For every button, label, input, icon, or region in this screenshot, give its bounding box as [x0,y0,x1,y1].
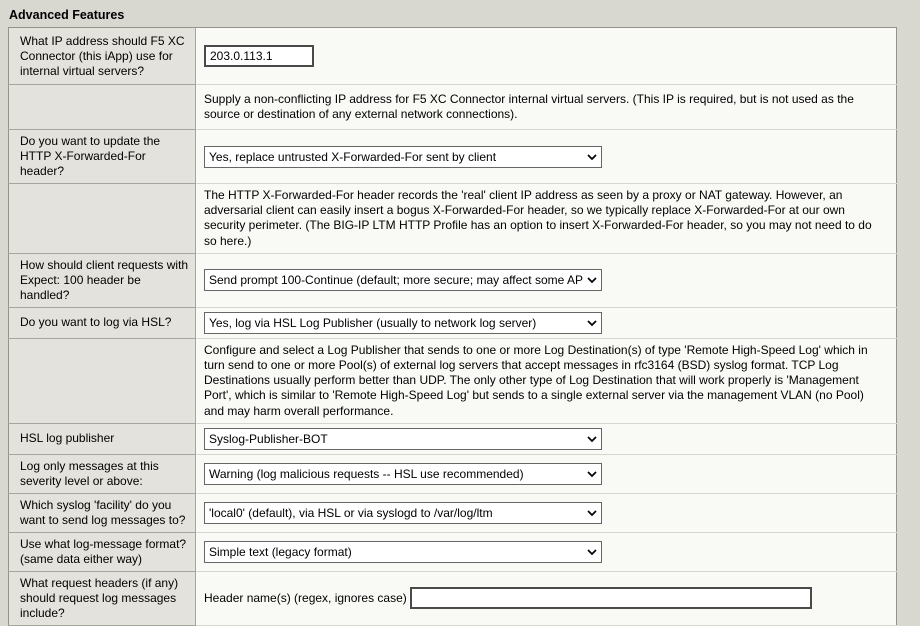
header-names-inline-label: Header name(s) (regex, ignores case) [204,590,407,605]
internal-ip-help-text: Supply a non-conflicting IP address for F5 XC Connector internal virtual servers. (This IP is required, but is not used as the source or destination of any external network connections). [196,85,897,130]
header-names-input[interactable] [410,587,812,609]
form-row-log-publisher [9,423,897,454]
hsl-question-label: Do you want to log via HSL? [9,307,196,338]
log-format-select[interactable] [204,541,602,563]
help-row-hsl [9,338,897,423]
iapp-form-table [8,27,897,626]
help-row-internal-ip [9,85,897,130]
empty-label-cell [9,184,196,254]
form-row-request-headers [9,571,897,625]
xff-select[interactable] [204,146,602,168]
form-row-hsl [9,307,897,338]
empty-label-cell [9,85,196,130]
severity-question-label: Log only messages at this severity level or above: [9,454,196,493]
advanced-features-section [8,8,912,626]
log-format-question-label: Use what log-message format? (same data either way) [9,532,196,571]
form-row-log-format [9,532,897,571]
facility-select[interactable] [204,502,602,524]
log-publisher-select[interactable] [204,428,602,450]
xff-help-text: The HTTP X-Forwarded-For header records the 'real' client IP address as seen by a proxy or NAT gateway. However, an adversarial client can easily insert a bogus X-Forwarded-For header, so we typically replace X-Forwarded-For at our own security perimeter. (The BIG-IP LTM HTTP Profile has an option to insert X-Forwarded-For header, so you may not need to do so here.) [196,184,897,254]
internal-ip-question-label: What IP address should F5 XC Connector (this iApp) use for internal virtual servers? [9,28,196,85]
form-row-facility [9,493,897,532]
form-row-expect100 [9,253,897,307]
form-row-internal-ip [9,28,897,85]
request-headers-question-label: What request headers (if any) should request log messages include? [9,571,196,625]
expect100-select[interactable] [204,269,602,291]
section-title: Advanced Features [9,8,125,22]
empty-label-cell [9,338,196,423]
help-row-xff [9,184,897,254]
expect100-question-label: How should client requests with Expect: 100 header be handled? [9,253,196,307]
form-row-severity [9,454,897,493]
form-row-xff [9,130,897,184]
hsl-help-text: Configure and select a Log Publisher that sends to one or more Log Destination(s) of type 'Remote High-Speed Log' which in turn send to one or more Pool(s) of external log servers that accept messages in rfc3164 (BSD) syslog format. TCP Log Destinations usually perform better than UDP. The only other type of Log Destination that will work properly is 'Management Port', which is similar to 'Remote High-Speed Log' but sends to a single external server via the management VLAN (no Pool) and may harm overall performance. [196,338,897,423]
facility-question-label: Which syslog 'facility' do you want to send log messages to? [9,493,196,532]
internal-ip-input[interactable] [204,45,314,67]
hsl-select[interactable] [204,312,602,334]
severity-select[interactable] [204,463,602,485]
xff-question-label: Do you want to update the HTTP X-Forwarded-For header? [9,130,196,184]
log-publisher-label: HSL log publisher [9,423,196,454]
